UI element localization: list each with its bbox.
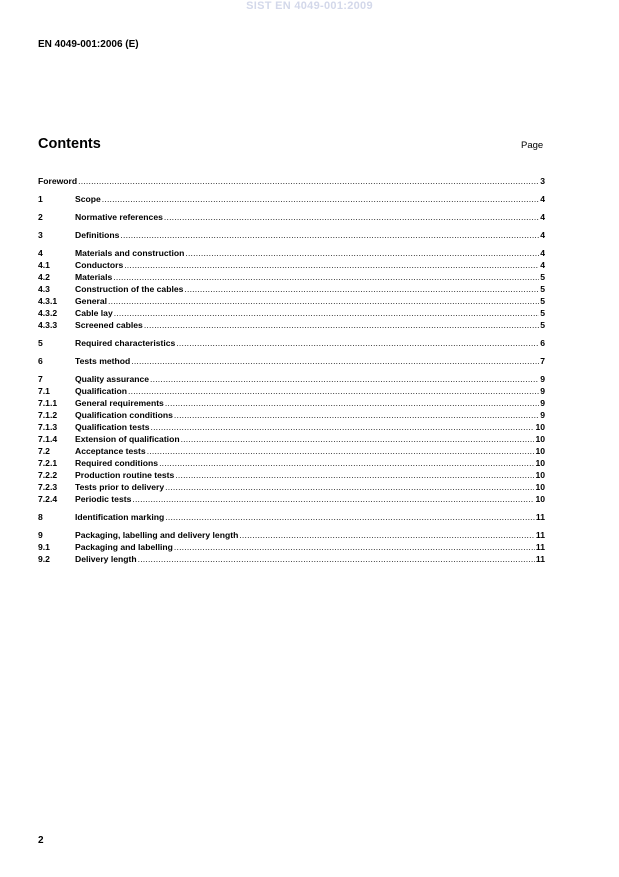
toc-entry-number: 1 bbox=[38, 194, 43, 204]
toc-entry-title: Normative references bbox=[75, 212, 163, 222]
toc-leader-dots bbox=[174, 541, 535, 553]
toc-entry-title: Periodic tests bbox=[75, 494, 132, 504]
toc-entry-page: 4 bbox=[540, 260, 545, 270]
toc-entry-number: 6 bbox=[38, 356, 43, 366]
watermark: SIST EN 4049-001:2009 bbox=[246, 0, 373, 12]
toc-entry-page: 10 bbox=[535, 446, 545, 456]
toc-leader-dots bbox=[159, 457, 534, 469]
toc-leader-dots bbox=[131, 355, 539, 367]
toc-entry-number: 7.1.1 bbox=[38, 398, 58, 408]
toc-entry[interactable] bbox=[38, 307, 545, 319]
toc-entry[interactable] bbox=[38, 283, 545, 295]
toc-entry-page: 10 bbox=[535, 458, 545, 468]
toc-entry[interactable] bbox=[38, 295, 545, 307]
toc-entry-page: 9 bbox=[540, 386, 545, 396]
toc-leader-dots bbox=[113, 271, 539, 283]
toc-entry-number: 8 bbox=[38, 512, 43, 522]
toc-entry[interactable] bbox=[38, 409, 545, 421]
toc-entry-number: 7.2.1 bbox=[38, 458, 58, 468]
toc-entry-number: 7.2.3 bbox=[38, 482, 58, 492]
toc-entry[interactable] bbox=[38, 337, 545, 349]
toc-entry-number: 9.1 bbox=[38, 542, 50, 552]
toc-entry-number: 4.3.3 bbox=[38, 320, 58, 330]
toc-entry[interactable] bbox=[38, 397, 545, 409]
toc-entry-title: Screened cables bbox=[75, 320, 143, 330]
toc-entry-title: Identification marking bbox=[75, 512, 165, 522]
page-column-label: Page bbox=[521, 140, 544, 151]
toc-entry-title: Foreword bbox=[38, 176, 78, 186]
toc-leader-dots bbox=[132, 493, 534, 505]
toc-entry-title: Tests prior to delivery bbox=[75, 482, 165, 492]
toc-entry-title: Packaging and labelling bbox=[75, 542, 173, 552]
toc-entry[interactable] bbox=[38, 211, 545, 223]
toc-entry-number: 7.1 bbox=[38, 386, 50, 396]
toc-entry-page: 11 bbox=[535, 512, 545, 522]
toc-entry[interactable] bbox=[38, 529, 545, 541]
toc-entry-number: 7.1.3 bbox=[38, 422, 58, 432]
toc-leader-dots bbox=[185, 247, 539, 259]
toc-entry-number: 7.1.2 bbox=[38, 410, 58, 420]
toc-entry-number: 7 bbox=[38, 374, 43, 384]
toc-entry[interactable] bbox=[38, 553, 545, 565]
table-of-contents bbox=[38, 175, 545, 565]
toc-entry-number: 5 bbox=[38, 338, 43, 348]
toc-leader-dots bbox=[174, 409, 539, 421]
toc-entry-title: Materials and construction bbox=[75, 248, 185, 258]
toc-entry-title: Qualification bbox=[75, 386, 128, 396]
toc-leader-dots bbox=[144, 319, 539, 331]
toc-leader-dots bbox=[184, 283, 539, 295]
toc-entry-title: General bbox=[75, 296, 108, 306]
toc-entry-page: 4 bbox=[540, 194, 545, 204]
toc-entry[interactable] bbox=[38, 271, 545, 283]
toc-leader-dots bbox=[114, 307, 539, 319]
toc-leader-dots bbox=[128, 385, 539, 397]
toc-leader-dots bbox=[181, 433, 535, 445]
toc-entry-page: 5 bbox=[540, 308, 545, 318]
toc-leader-dots bbox=[120, 229, 539, 241]
toc-entry-title: Production routine tests bbox=[75, 470, 175, 480]
toc-entry[interactable] bbox=[38, 175, 545, 187]
toc-entry[interactable] bbox=[38, 481, 545, 493]
toc-entry-page: 10 bbox=[535, 422, 545, 432]
toc-leader-dots bbox=[175, 469, 534, 481]
toc-entry-number: 4 bbox=[38, 248, 43, 258]
toc-entry-title: Acceptance tests bbox=[75, 446, 146, 456]
toc-entry-number: 7.1.4 bbox=[38, 434, 58, 444]
toc-entry-page: 9 bbox=[540, 398, 545, 408]
document-id: EN 4049-001:2006 (E) bbox=[38, 39, 139, 50]
toc-entry-page: 11 bbox=[535, 530, 545, 540]
toc-entry[interactable] bbox=[38, 193, 545, 205]
toc-leader-dots bbox=[78, 175, 539, 187]
toc-entry[interactable] bbox=[38, 355, 545, 367]
toc-leader-dots bbox=[176, 337, 539, 349]
toc-entry-title: Qualification conditions bbox=[75, 410, 173, 420]
toc-entry[interactable] bbox=[38, 421, 545, 433]
toc-entry-page: 3 bbox=[540, 176, 545, 186]
toc-entry-title: Packaging, labelling and delivery length bbox=[75, 530, 239, 540]
toc-entry-title: Cable lay bbox=[75, 308, 113, 318]
toc-entry-page: 6 bbox=[540, 338, 545, 348]
toc-entry-number: 4.3.2 bbox=[38, 308, 58, 318]
toc-entry-page: 10 bbox=[535, 494, 545, 504]
toc-leader-dots bbox=[124, 259, 539, 271]
toc-entry-number: 4.3 bbox=[38, 284, 50, 294]
toc-entry-title: Tests method bbox=[75, 356, 131, 366]
toc-leader-dots bbox=[165, 511, 535, 523]
toc-leader-dots bbox=[102, 193, 539, 205]
toc-entry[interactable] bbox=[38, 259, 545, 271]
toc-entry-number: 7.2 bbox=[38, 446, 50, 456]
toc-entry-number: 4.3.1 bbox=[38, 296, 58, 306]
toc-entry-page: 5 bbox=[540, 272, 545, 282]
toc-entry-page: 4 bbox=[540, 230, 545, 240]
toc-leader-dots bbox=[150, 373, 539, 385]
toc-entry-page: 9 bbox=[540, 410, 545, 420]
toc-leader-dots bbox=[239, 529, 535, 541]
toc-entry-page: 10 bbox=[535, 434, 545, 444]
toc-entry-title: Extension of qualification bbox=[75, 434, 180, 444]
toc-entry[interactable] bbox=[38, 541, 545, 553]
toc-entry-page: 11 bbox=[535, 554, 545, 564]
toc-entry[interactable] bbox=[38, 319, 545, 331]
toc-entry-page: 9 bbox=[540, 374, 545, 384]
toc-entry-number: 4.2 bbox=[38, 272, 50, 282]
toc-entry-title: Quality assurance bbox=[75, 374, 150, 384]
toc-entry-number: 2 bbox=[38, 212, 43, 222]
toc-entry-number: 3 bbox=[38, 230, 43, 240]
toc-entry[interactable] bbox=[38, 373, 545, 385]
toc-entry[interactable] bbox=[38, 247, 545, 259]
toc-entry-title: Construction of the cables bbox=[75, 284, 184, 294]
toc-entry-title: Conductors bbox=[75, 260, 124, 270]
toc-entry[interactable] bbox=[38, 511, 545, 523]
toc-entry[interactable] bbox=[38, 229, 545, 241]
toc-entry-page: 4 bbox=[540, 248, 545, 258]
toc-entry-title: General requirements bbox=[75, 398, 164, 408]
toc-entry-page: 5 bbox=[540, 320, 545, 330]
toc-entry[interactable] bbox=[38, 457, 545, 469]
toc-entry[interactable] bbox=[38, 493, 545, 505]
toc-entry-number: 7.2.2 bbox=[38, 470, 58, 480]
toc-entry-title: Qualification tests bbox=[75, 422, 150, 432]
toc-entry-page: 4 bbox=[540, 212, 545, 222]
toc-leader-dots bbox=[108, 295, 539, 307]
toc-entry[interactable] bbox=[38, 385, 545, 397]
toc-entry-number: 9 bbox=[38, 530, 43, 540]
toc-entry-page: 5 bbox=[540, 284, 545, 294]
toc-leader-dots bbox=[165, 481, 534, 493]
toc-entry[interactable] bbox=[38, 433, 545, 445]
toc-entry-number: 4.1 bbox=[38, 260, 50, 270]
page-number: 2 bbox=[38, 835, 44, 846]
toc-entry-page: 11 bbox=[535, 542, 545, 552]
toc-entry-number: 9.2 bbox=[38, 554, 50, 564]
toc-entry-page: 5 bbox=[540, 296, 545, 306]
toc-leader-dots bbox=[147, 445, 535, 457]
toc-entry-number: 7.2.4 bbox=[38, 494, 58, 504]
toc-entry-title: Delivery length bbox=[75, 554, 137, 564]
toc-entry-page: 7 bbox=[540, 356, 545, 366]
toc-entry-title: Required conditions bbox=[75, 458, 159, 468]
toc-entry[interactable] bbox=[38, 445, 545, 457]
toc-leader-dots bbox=[165, 397, 539, 409]
toc-entry-title: Required characteristics bbox=[75, 338, 176, 348]
toc-leader-dots bbox=[151, 421, 535, 433]
toc-leader-dots bbox=[138, 553, 535, 565]
contents-title: Contents bbox=[38, 136, 101, 152]
toc-entry[interactable] bbox=[38, 469, 545, 481]
toc-entry-title: Materials bbox=[75, 272, 113, 282]
toc-entry-title: Definitions bbox=[75, 230, 120, 240]
toc-entry-title: Scope bbox=[75, 194, 101, 204]
toc-entry-page: 10 bbox=[535, 482, 545, 492]
toc-leader-dots bbox=[164, 211, 539, 223]
toc-entry-page: 10 bbox=[535, 470, 545, 480]
